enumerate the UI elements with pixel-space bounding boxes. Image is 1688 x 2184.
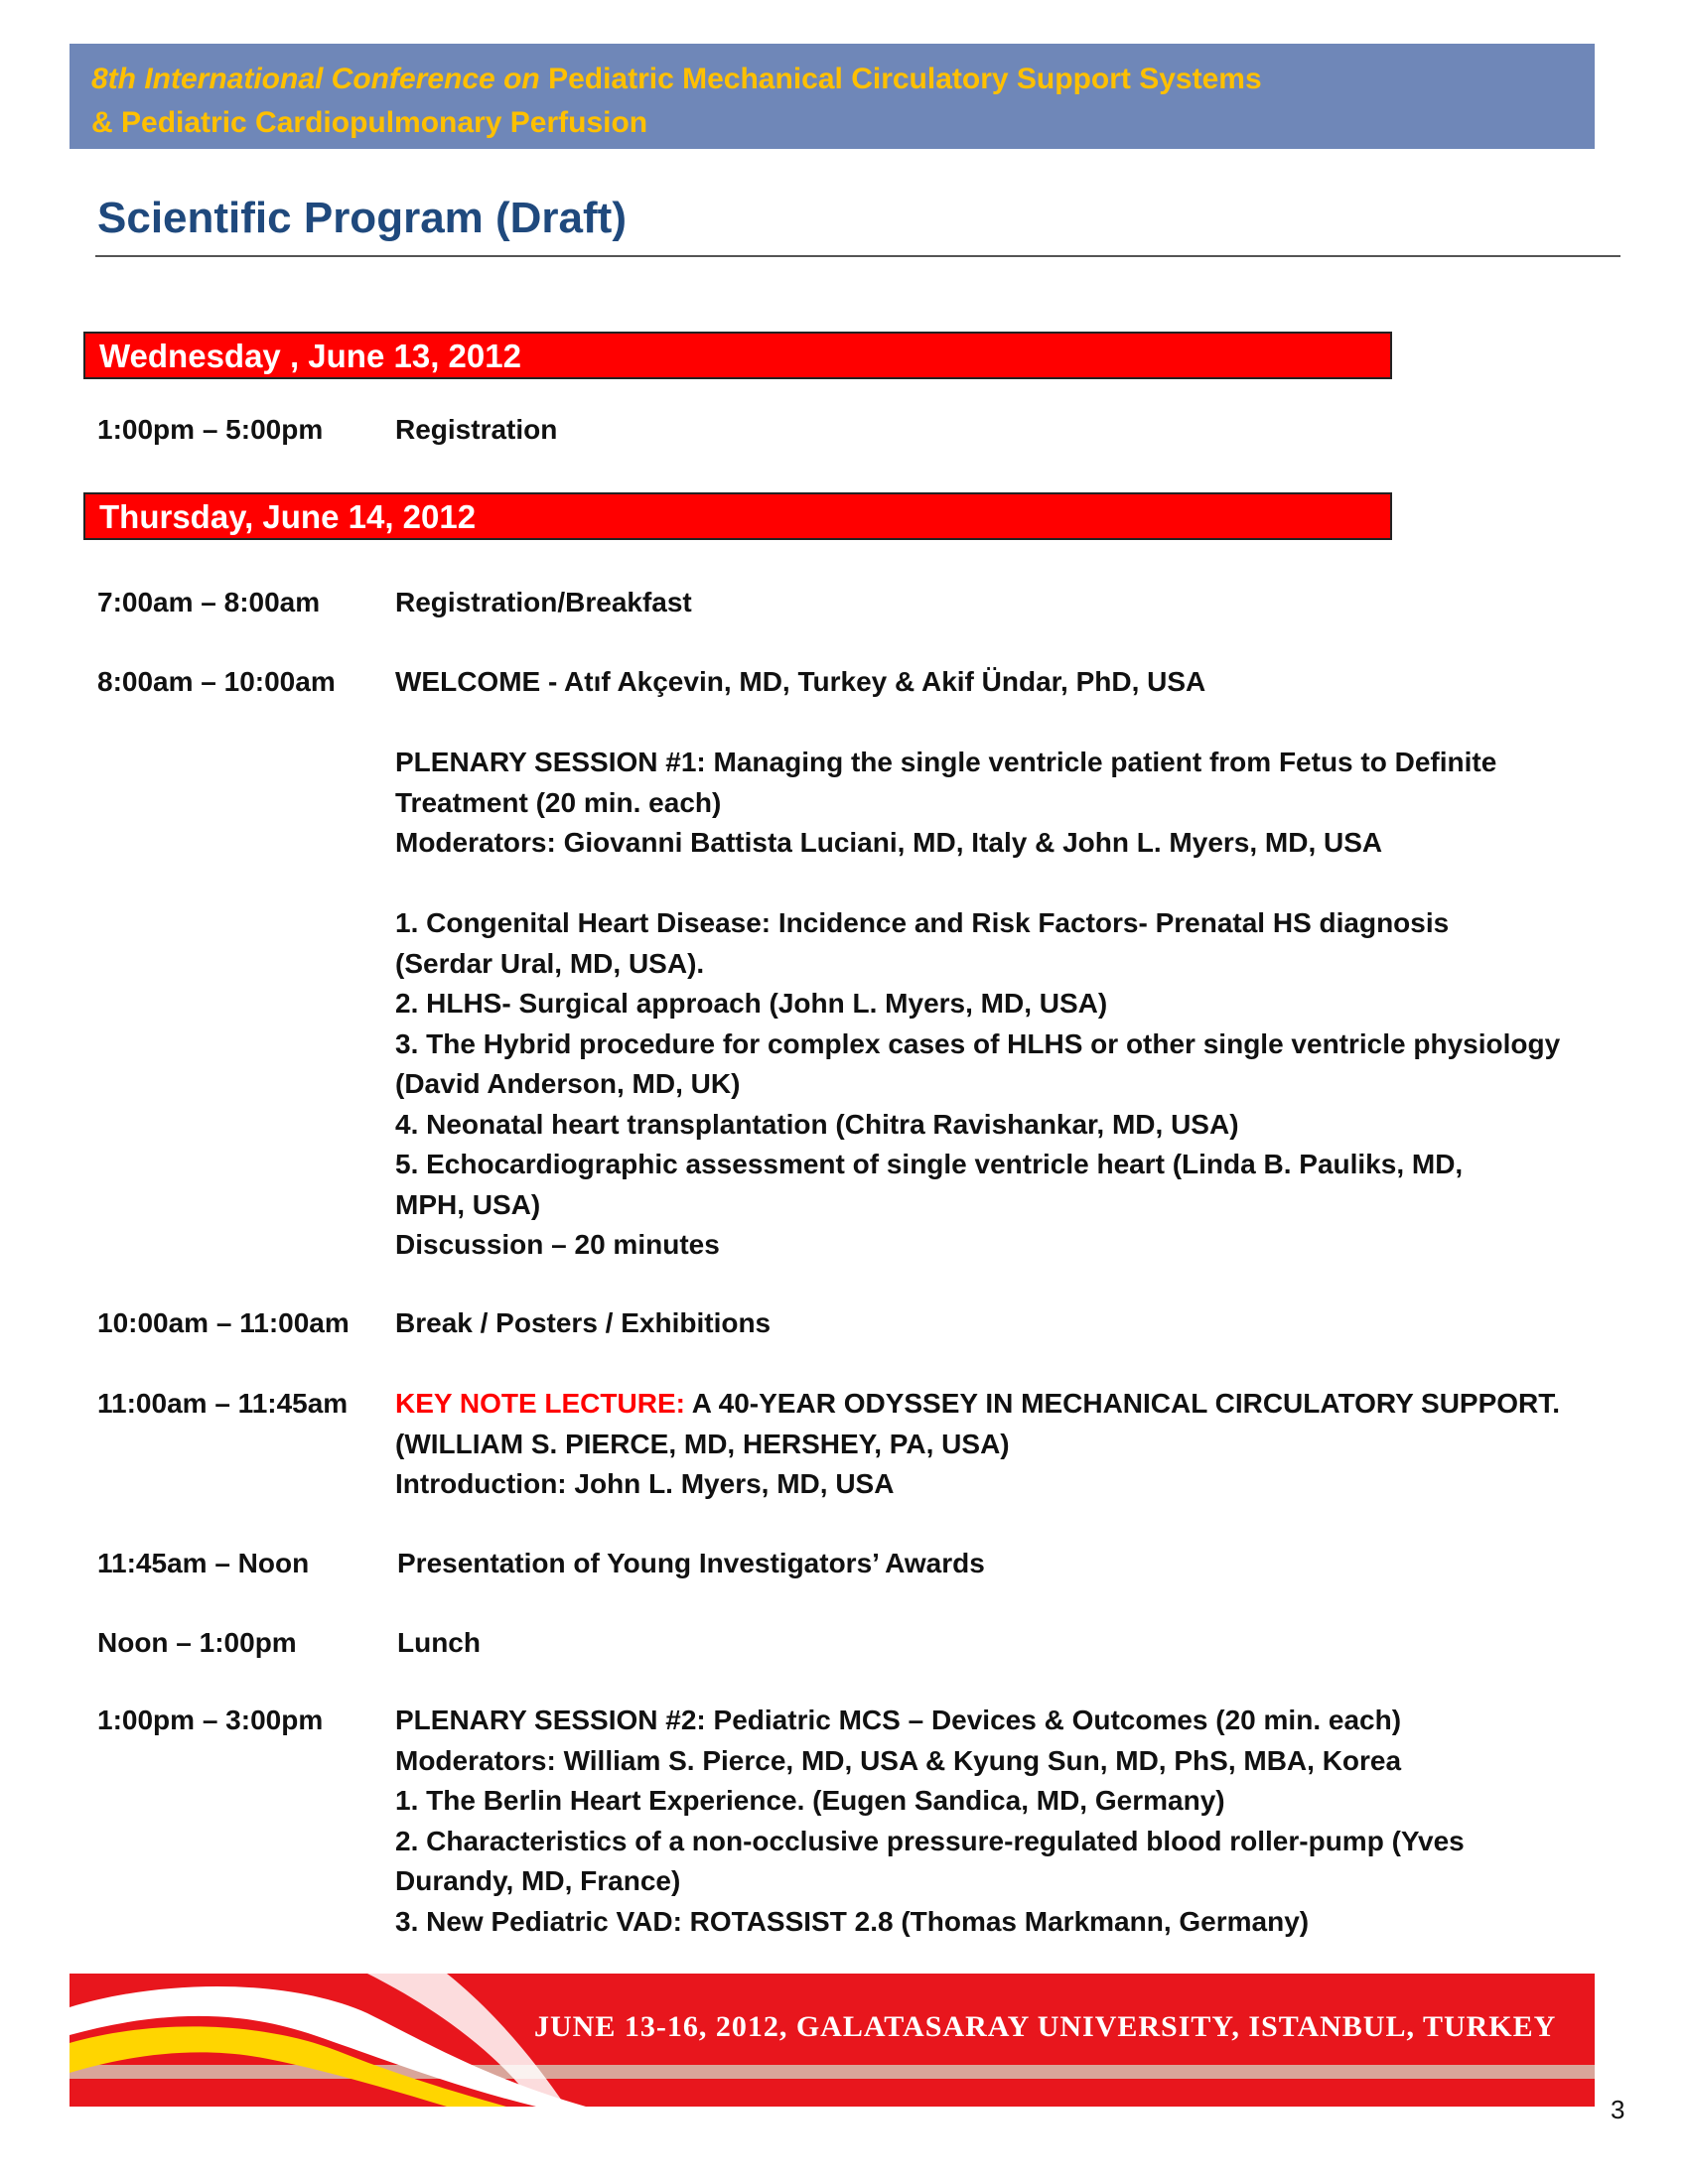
session-description [395, 1701, 1676, 1942]
talk-item: 5. Echocardiographic assessment of single ventricle heart (Linda B. Pauliks, MD, [395, 1149, 1464, 1179]
conference-name-line-1 [91, 58, 1573, 101]
conference-header-banner [70, 44, 1595, 149]
session-time: 11:45am – Noon [97, 1548, 310, 1578]
day-header-thursday [83, 492, 1392, 540]
keynote-speaker: (WILLIAM S. PIERCE, MD, HERSHEY, PA, USA) [395, 1428, 1010, 1459]
footer-banner [70, 1974, 1595, 2107]
talk-item: 2. Characteristics of a non-occlusive pressure-regulated blood roller-pump (Yves [395, 1825, 1465, 1856]
discussion-line: Discussion – 20 minutes [395, 1229, 720, 1260]
talk-item: Durandy, MD, France) [395, 1865, 681, 1896]
session-line: Registration [395, 414, 558, 445]
page-number: 3 [1611, 2095, 1625, 2124]
session-line: Registration/Breakfast [395, 587, 692, 617]
talk-item: 1. Congenital Heart Disease: Incidence and Risk Factors- Prenatal HS diagnosis [395, 907, 1450, 938]
talk-item: 4. Neonatal heart transplantation (Chitra Ravishankar, MD, USA) [395, 1108, 1239, 1140]
session-time: 11:00am – 11:45am [97, 1388, 349, 1419]
session-time: 8:00am – 10:00am [97, 666, 336, 697]
session-line: Break / Posters / Exhibitions [395, 1307, 772, 1338]
keynote-introduction: Introduction: John L. Myers, MD, USA [395, 1468, 895, 1499]
conference-ordinal: 8th International Conference on [91, 63, 540, 95]
session-description [395, 1384, 1676, 1505]
day-header-wednesday [83, 332, 1392, 379]
moderators-line: Moderators: William S. Pierce, MD, USA & Kyung Sun, MD, PhS, MBA, Korea [395, 1744, 1402, 1776]
conference-name-line-2: & Pediatric Cardiopulmonary Perfusion [91, 106, 648, 139]
talk-item: 2. HLHS- Surgical approach (John L. Myers, MD, USA) [395, 988, 1108, 1019]
conference-topic: Pediatric Mechanical Circulatory Support Systems [548, 63, 1262, 95]
talk-item: 3. New Pediatric VAD: ROTASSIST 2.8 (Thomas Markmann, Germany) [395, 1905, 1310, 1937]
spacer [395, 864, 1676, 904]
session-line: Presentation of Young Investigators’ Awards [397, 1548, 985, 1578]
session-time: 10:00am – 11:00am [97, 1307, 350, 1338]
plenary-title-cont: Treatment (20 min. each) [395, 786, 722, 818]
session-time: Noon – 1:00pm [97, 1627, 297, 1658]
session-description [395, 662, 1676, 1266]
session-description [397, 1544, 1678, 1584]
session-time: 1:00pm – 3:00pm [97, 1705, 324, 1735]
session-time: 1:00pm – 5:00pm [97, 414, 324, 445]
day-label: Thursday, June 14, 2012 [99, 498, 477, 535]
session-time: 7:00am – 8:00am [97, 587, 321, 617]
session-description [395, 410, 1676, 451]
keynote-label: KEY NOTE LECTURE: [395, 1388, 685, 1419]
talk-item: 3. The Hybrid procedure for complex cases of HLHS or other single ventricle physiology [395, 1027, 1561, 1059]
session-description [397, 1623, 1678, 1664]
session-line: Lunch [397, 1627, 481, 1658]
talk-item: (Serdar Ural, MD, USA). [395, 947, 705, 979]
footer-event-info: JUNE 13-16, 2012, GALATASARAY UNIVERSITY, ISTANBUL, TURKEY [534, 2010, 1557, 2043]
keynote-line [395, 1384, 1676, 1425]
keynote-title: A 40-YEAR ODYSSEY IN MECHANICAL CIRCULATORY SUPPORT. [684, 1388, 1561, 1419]
plenary-title: PLENARY SESSION #1: Managing the single ventricle patient from Fetus to Definite [395, 747, 1497, 777]
session-description [395, 1303, 1676, 1344]
spacer [395, 703, 1676, 744]
session-description [395, 583, 1676, 623]
talk-item: (David Anderson, MD, UK) [395, 1068, 741, 1099]
day-label: Wednesday , June 13, 2012 [99, 338, 521, 374]
welcome-line: WELCOME - Atıf Akçevin, MD, Turkey & Akif Ündar, PhD, USA [395, 666, 1206, 697]
page-title: Scientific Program (Draft) [97, 194, 627, 242]
plenary-title: PLENARY SESSION #2: Pediatric MCS – Devices & Outcomes (20 min. each) [395, 1705, 1402, 1735]
talk-item: 1. The Berlin Heart Experience. (Eugen Sandica, MD, Germany) [395, 1785, 1225, 1816]
talk-item: MPH, USA) [395, 1188, 541, 1220]
title-divider [95, 255, 1620, 257]
moderators-line: Moderators: Giovanni Battista Luciani, MD, Italy & John L. Myers, MD, USA [395, 827, 1383, 858]
